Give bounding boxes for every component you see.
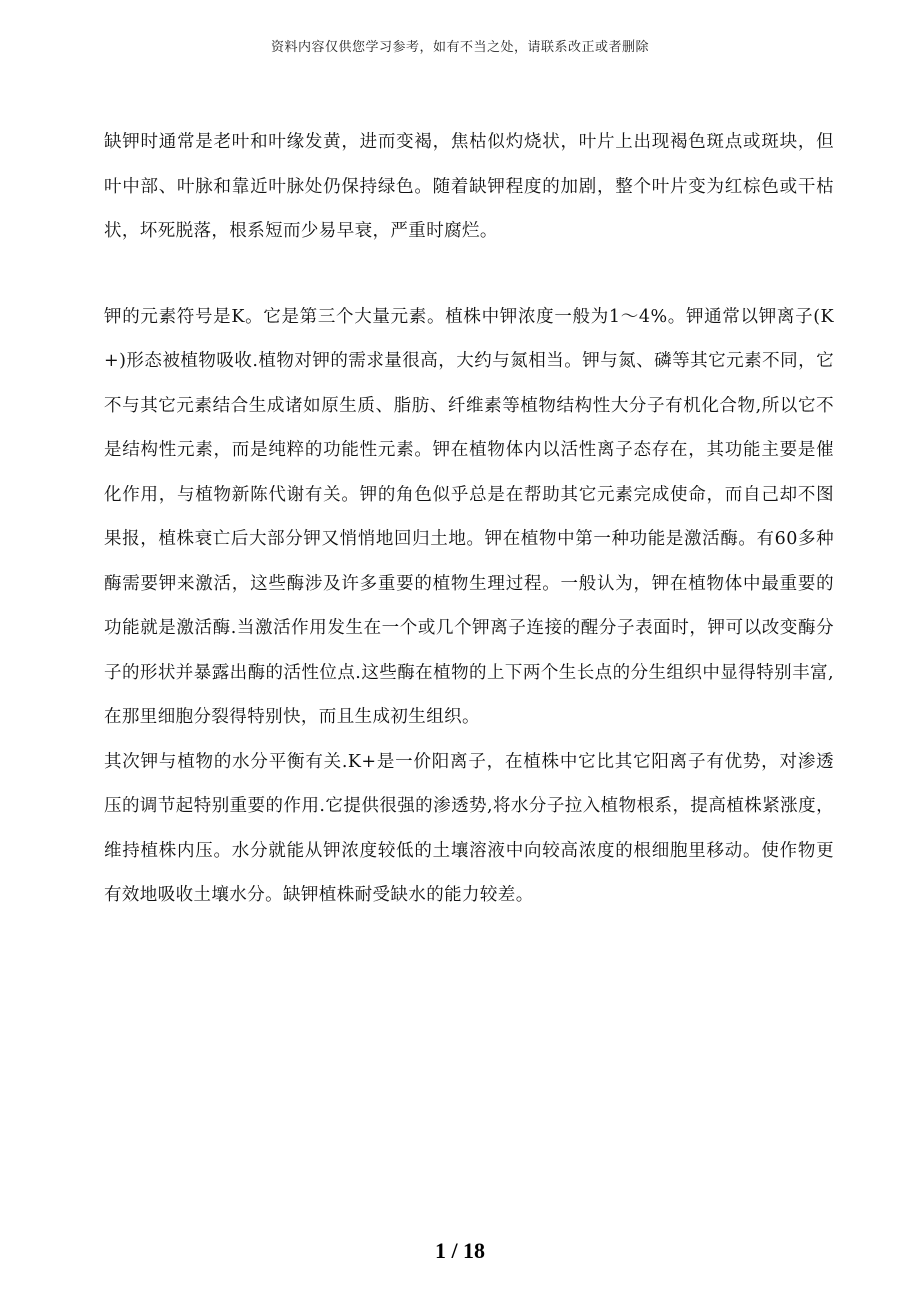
paragraph-potassium-function: 钾的元素符号是K。它是第三个大量元素。植株中钾浓度一般为1～4%。钾通常以钾离子(K+)形态被植物吸收.植物对钾的需求量很高，大约与氮相当。钾与氮、磷等其它元素不同，它不与其它元素结合生成诸如原生质、脂肪、纤维素等植物结构性大分子有机化合物,所以它不是结构性元素，而是纯粹的功能性元素。钾在植物体内以活性离子态存在，其功能主要是催化作用，与植物新陈代谢有关。钾的角色似乎总是在帮助其它元素完成使命，而自己却不图果报，植株衰亡后大部分钾又悄悄地回归土地。钾在植物中第一种功能是激活酶。有60多种酶需要钾来激活，这些酶涉及许多重要的植物生理过程。一般认为，钾在植物体中最重要的功能就是激活酶.当激活作用发生在一个或几个钾离子连接的醒分子表面时，钾可以改变酶分子的形状并暴露出酶的活性位点.这些酶在植物的上下两个生长点的分生组织中显得特别丰富,在那里细胞分裂得特别快，而且生成初生组织。 xyxy=(104,306,834,727)
paragraph-potassium-deficiency: 缺钾时通常是老叶和叶缘发黄，进而变褐，焦枯似灼烧状，叶片上出现褐色斑点或斑块，但叶中部、叶脉和靠近叶脉处仍保持绿色。随着缺钾程度的加剧，整个叶片变为红棕色或干枯状，坏死脱落，根系短而少易早衰，严重时腐烂。 xyxy=(104,132,834,241)
document-body xyxy=(104,120,834,918)
paragraph-water-balance: 其次钾与植物的水分平衡有关.K+是一价阳离子，在植株中它比其它阳离子有优势，对渗透压的调节起特别重要的作用.它提供很强的渗透势,将水分子拉入植物根系，提高植株紧涨度，维持植株内压。水分就能从钾浓度较低的土壤溶液中向较高浓度的根细胞里移动。使作物更有效地吸收土壤水分。缺钾植株耐受缺水的能力较差。 xyxy=(104,751,834,905)
page-number: 1 / 18 xyxy=(434,1238,486,1263)
paragraph-gap xyxy=(104,254,834,295)
page-header-notice: 资料内容仅供您学习参考，如有不当之处，请联系改正或者删除 xyxy=(270,40,649,55)
